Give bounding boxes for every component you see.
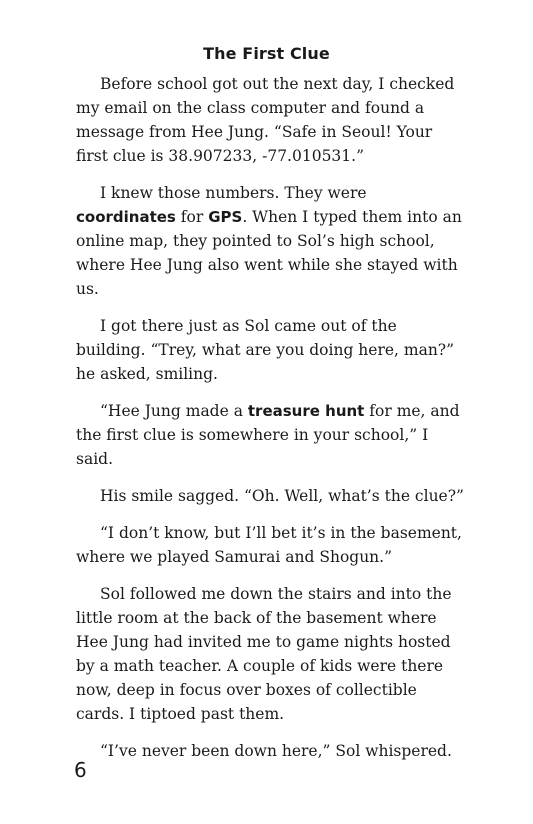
vocab-word-coordinates: coordinates bbox=[76, 208, 176, 226]
paragraph-7-text: Sol followed me down the stairs and into the little room at the back of the basement where Hee Jung had invited me to game nights hosted by a math teacher. A couple of kids were there now, deep in focus over boxes of collectible cards. I tiptoed past them. bbox=[76, 585, 452, 723]
paragraph-4-text-a: “Hee Jung made a bbox=[100, 402, 248, 420]
paragraph-3-text: I got there just as Sol came out of the building. “Trey, what are you doing here, man?” he asked, smiling. bbox=[76, 317, 455, 383]
paragraph-2 bbox=[76, 181, 464, 301]
paragraph-4-text-b: for me, and the first clue is somewhere in your school,” I said. bbox=[76, 402, 460, 468]
paragraph-6-text: “I don’t know, but I’ll bet it’s in the basement, where we played Samurai and Shogun.” bbox=[76, 524, 462, 566]
vocab-word-gps: GPS bbox=[208, 208, 243, 226]
paragraph-5-text: His smile sagged. “Oh. Well, what’s the clue?” bbox=[100, 487, 464, 505]
paragraph-1 bbox=[76, 72, 464, 168]
paragraph-2-text-a: I knew those numbers. They were bbox=[100, 184, 367, 202]
paragraph-7 bbox=[76, 582, 464, 726]
paragraph-5 bbox=[76, 484, 464, 508]
paragraph-1-text: Before school got out the next day, I checked my email on the class computer and found a message from Hee Jung. “Safe in Seoul! Your first clue is 38.907233, -77.010531.” bbox=[76, 75, 455, 165]
chapter-title: The First Clue bbox=[203, 44, 330, 63]
vocab-word-treasure-hunt: treasure hunt bbox=[247, 402, 365, 420]
paragraph-2-text-c: . When I typed them into an online map, they pointed to Sol’s high school, where Hee Jung also went while she stayed with us. bbox=[76, 208, 462, 298]
page-number: 6 bbox=[74, 758, 87, 782]
paragraph-4 bbox=[76, 399, 464, 471]
paragraph-6 bbox=[76, 521, 464, 569]
paragraph-8 bbox=[76, 739, 464, 763]
paragraph-2-text-b: for bbox=[175, 208, 209, 226]
paragraph-8-text: “I’ve never been down here,” Sol whispered. bbox=[100, 742, 452, 760]
paragraph-3 bbox=[76, 314, 464, 386]
story-text bbox=[76, 72, 464, 776]
